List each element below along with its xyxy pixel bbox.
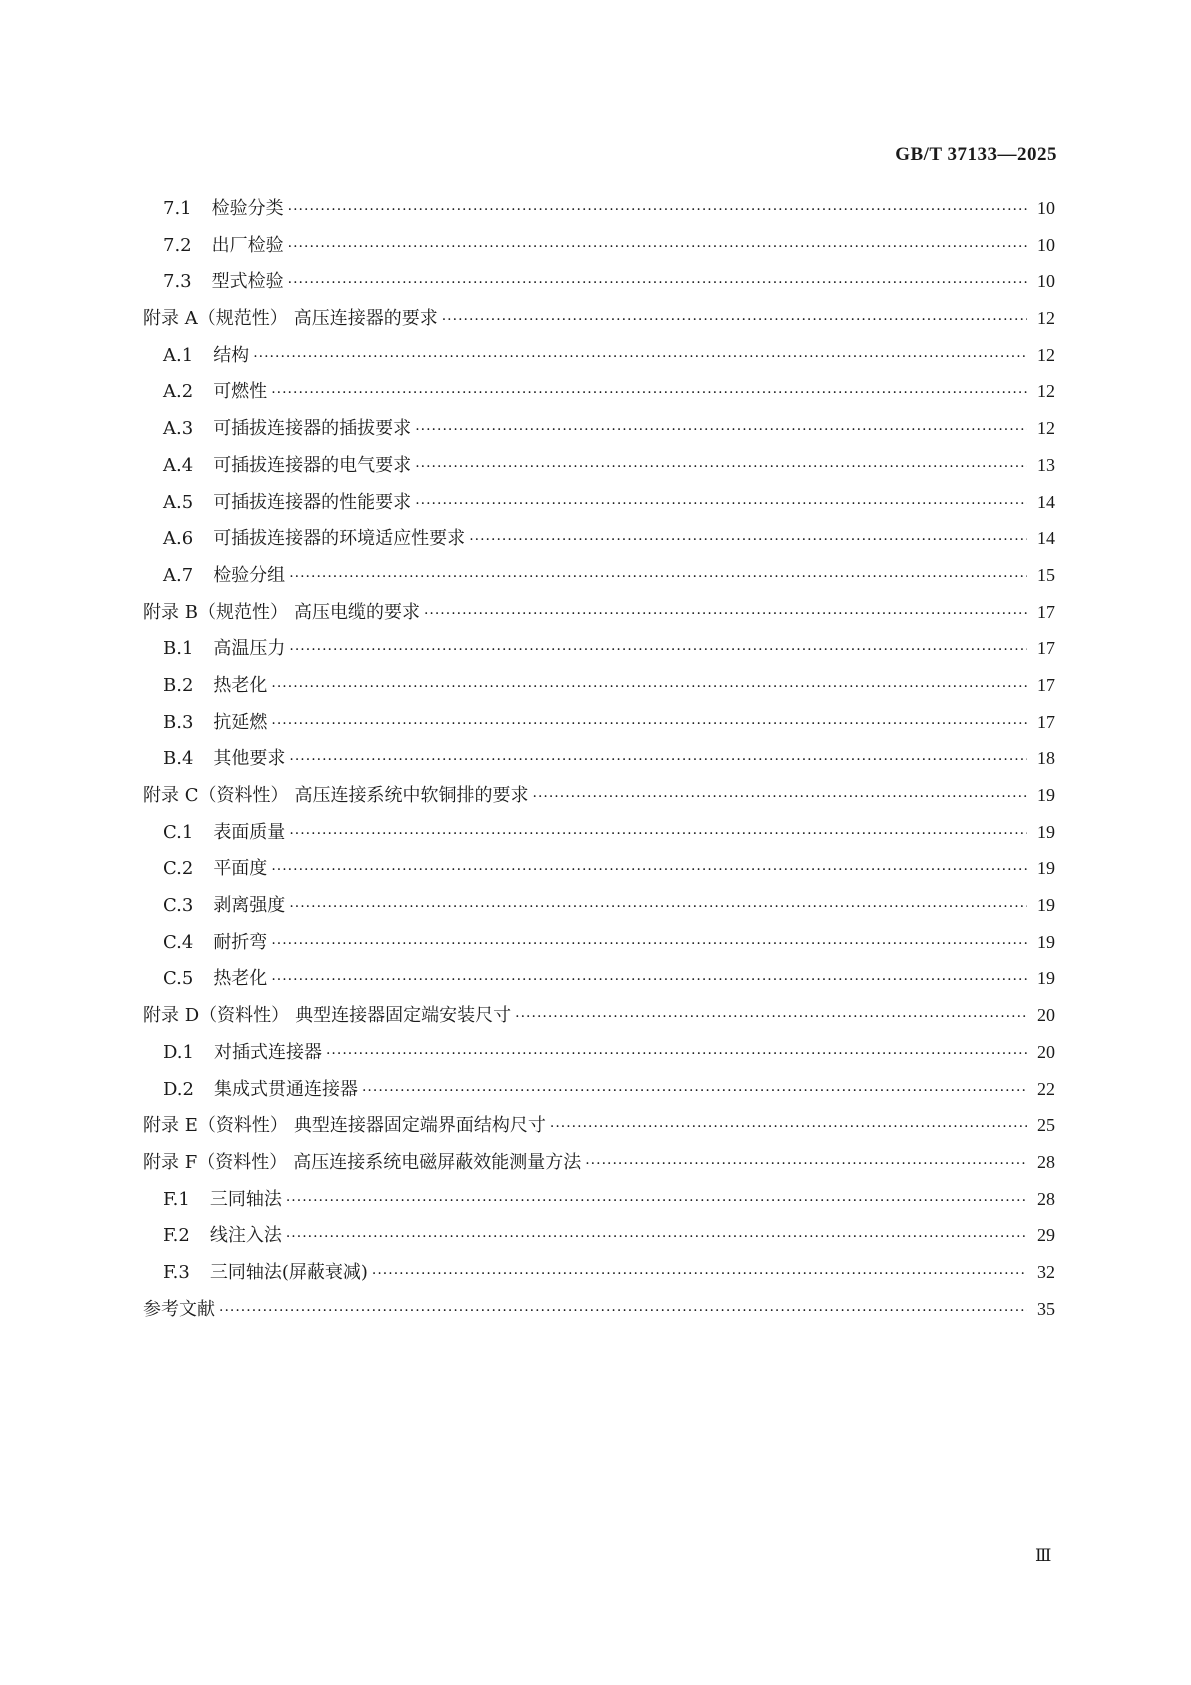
toc-entry-title: 线注入法 xyxy=(209,1225,282,1247)
table-of-contents xyxy=(143,190,1055,1327)
toc-dot-leader xyxy=(271,852,1027,889)
toc-entry[interactable] xyxy=(143,850,1055,887)
toc-entry-page: 10 xyxy=(1037,271,1055,292)
toc-entry-page: 32 xyxy=(1037,1261,1055,1282)
toc-entry-title: 高压电缆的要求 xyxy=(293,601,420,623)
toc-entry[interactable] xyxy=(143,704,1055,741)
toc-entry-title: 检验分类 xyxy=(211,198,284,219)
toc-entry-page: 29 xyxy=(1037,1225,1055,1246)
toc-entry-number: 附录 A（规范性） xyxy=(143,308,288,330)
toc-entry-number: A.7 xyxy=(163,564,194,586)
toc-entry-title: 可插拔连接器的插拔要求 xyxy=(213,418,412,440)
toc-entry-title: 抗延燃 xyxy=(213,711,268,733)
toc-entry-title: 典型连接器固定端安装尺寸 xyxy=(295,1005,512,1027)
toc-entry-title: 可插拔连接器的环境适应性要求 xyxy=(213,528,466,550)
toc-dot-leader xyxy=(271,669,1027,706)
toc-entry-page: 35 xyxy=(1037,1298,1055,1319)
toc-entry-title: 集成式贯通连接器 xyxy=(213,1078,358,1100)
toc-dot-leader xyxy=(288,192,1027,229)
toc-entry-title: 典型连接器固定端界面结构尺寸 xyxy=(293,1115,546,1137)
toc-entry-number: 附录 C（资料性） xyxy=(143,785,289,806)
toc-entry[interactable] xyxy=(143,1291,1055,1328)
toc-entry[interactable] xyxy=(143,484,1055,521)
toc-entry-title: 高温压力 xyxy=(213,638,286,660)
toc-entry-page: 18 xyxy=(1037,748,1055,769)
toc-entry-page: 19 xyxy=(1037,895,1055,916)
toc-dot-leader xyxy=(289,559,1027,596)
toc-dot-leader xyxy=(415,449,1027,486)
toc-entry-number: A.2 xyxy=(163,381,194,403)
toc-entry[interactable] xyxy=(143,960,1055,997)
toc-entry-number: C.1 xyxy=(163,821,194,843)
toc-dot-leader xyxy=(288,229,1027,266)
toc-entry-title: 出厂检验 xyxy=(211,234,284,256)
toc-entry[interactable] xyxy=(143,1034,1055,1071)
toc-entry-title: 平面度 xyxy=(213,858,268,880)
toc-entry-title: 热老化 xyxy=(213,674,268,696)
toc-entry-title: 高压连接系统电磁屏蔽效能测量方法 xyxy=(293,1151,582,1173)
toc-entry-number: 附录 F（资料性） xyxy=(143,1151,288,1173)
toc-entry-page: 17 xyxy=(1037,638,1055,659)
toc-entry-number: B.3 xyxy=(163,711,194,733)
toc-entry[interactable] xyxy=(143,594,1055,631)
toc-entry-title: 可插拔连接器的电气要求 xyxy=(213,454,412,476)
toc-entry[interactable] xyxy=(143,520,1055,557)
toc-entry-number: F.1 xyxy=(163,1188,190,1210)
toc-dot-leader xyxy=(424,596,1027,633)
toc-entry-number: C.5 xyxy=(163,968,194,990)
standard-code: GB/T 37133—2025 xyxy=(895,144,1057,165)
toc-entry-page: 13 xyxy=(1037,454,1055,475)
toc-entry[interactable] xyxy=(143,227,1055,264)
toc-entry-number: 7.1 xyxy=(163,198,192,219)
toc-entry-page: 20 xyxy=(1037,1005,1055,1026)
toc-dot-leader xyxy=(219,1293,1027,1330)
toc-dot-leader xyxy=(372,1256,1027,1293)
toc-entry[interactable] xyxy=(143,1217,1055,1254)
toc-entry-number: C.4 xyxy=(163,931,194,953)
toc-entry-title: 高压连接器的要求 xyxy=(293,308,438,330)
toc-entry-title: 三同轴法 xyxy=(209,1188,282,1210)
toc-entry-page: 19 xyxy=(1037,858,1055,879)
toc-entry[interactable] xyxy=(143,814,1055,851)
toc-entry-page: 19 xyxy=(1037,968,1055,989)
toc-entry[interactable] xyxy=(143,447,1055,484)
toc-dot-leader xyxy=(533,779,1028,816)
toc-dot-leader xyxy=(515,999,1027,1036)
toc-entry-page: 14 xyxy=(1037,491,1055,512)
toc-entry[interactable] xyxy=(143,630,1055,667)
toc-dot-leader xyxy=(326,1036,1027,1073)
toc-dot-leader xyxy=(585,1146,1027,1183)
toc-entry[interactable] xyxy=(143,263,1055,300)
toc-entry-number: D.1 xyxy=(163,1041,194,1063)
toc-dot-leader xyxy=(289,889,1027,926)
toc-entry-number: B.1 xyxy=(163,638,194,660)
toc-entry-number: B.4 xyxy=(163,748,194,770)
toc-entry-page: 10 xyxy=(1037,198,1055,218)
footer-page-number: Ⅲ xyxy=(1035,1546,1052,1565)
toc-entry-number: 附录 E（资料性） xyxy=(143,1115,288,1137)
toc-entry[interactable] xyxy=(143,1144,1055,1181)
toc-entry-number: A.4 xyxy=(163,454,194,476)
toc-dot-leader xyxy=(288,265,1027,302)
toc-entry-number: 7.2 xyxy=(163,234,192,256)
toc-entry[interactable] xyxy=(143,667,1055,704)
toc-entry-title: 高压连接系统中软铜排的要求 xyxy=(294,785,529,806)
toc-entry-title: 其他要求 xyxy=(213,748,286,770)
toc-entry-number: 7.3 xyxy=(163,271,192,293)
toc-entry-title: 剥离强度 xyxy=(213,895,286,917)
toc-entry-number: A.3 xyxy=(163,418,194,440)
toc-dot-leader xyxy=(415,486,1027,523)
toc-dot-leader xyxy=(271,375,1027,412)
toc-dot-leader xyxy=(550,1109,1027,1146)
toc-entry[interactable] xyxy=(143,997,1055,1034)
toc-entry-title: 可插拔连接器的性能要求 xyxy=(213,491,412,513)
toc-entry[interactable] xyxy=(143,300,1055,337)
toc-entry[interactable] xyxy=(143,373,1055,410)
toc-entry-number: C.3 xyxy=(163,895,194,917)
toc-dot-leader xyxy=(289,742,1027,779)
toc-entry-title: 热老化 xyxy=(213,968,268,990)
toc-entry[interactable] xyxy=(143,924,1055,961)
toc-entry[interactable] xyxy=(143,740,1055,777)
toc-entry-page: 12 xyxy=(1037,308,1055,329)
toc-entry[interactable] xyxy=(143,1254,1055,1291)
toc-entry-page: 20 xyxy=(1037,1041,1055,1062)
toc-entry-page: 10 xyxy=(1037,234,1055,255)
toc-entry[interactable] xyxy=(143,777,1055,814)
toc-entry-page: 22 xyxy=(1037,1078,1055,1099)
toc-entry[interactable] xyxy=(143,410,1055,447)
toc-entry-page: 17 xyxy=(1037,674,1055,695)
toc-entry[interactable] xyxy=(143,337,1055,374)
toc-entry[interactable] xyxy=(143,1181,1055,1218)
toc-dot-leader xyxy=(415,412,1027,449)
toc-entry-title: 型式检验 xyxy=(211,271,284,293)
toc-entry-page: 25 xyxy=(1037,1115,1055,1136)
toc-dot-leader xyxy=(286,1219,1027,1256)
toc-entry[interactable] xyxy=(143,557,1055,594)
toc-entry-number: A.1 xyxy=(163,344,194,366)
toc-dot-leader xyxy=(469,522,1027,559)
toc-dot-leader xyxy=(271,706,1027,743)
toc-dot-leader xyxy=(442,302,1027,339)
toc-entry[interactable] xyxy=(143,190,1055,227)
toc-entry-title: 结构 xyxy=(213,344,250,366)
toc-entry-title: 对插式连接器 xyxy=(213,1041,322,1063)
toc-entry[interactable] xyxy=(143,887,1055,924)
toc-dot-leader xyxy=(271,962,1027,999)
toc-entry[interactable] xyxy=(143,1107,1055,1144)
toc-entry-page: 19 xyxy=(1037,785,1055,805)
toc-entry-title: 可燃性 xyxy=(213,381,268,403)
toc-dot-leader xyxy=(286,1183,1027,1220)
toc-entry-page: 12 xyxy=(1037,418,1055,439)
toc-dot-leader xyxy=(289,632,1027,669)
toc-dot-leader xyxy=(362,1073,1027,1110)
toc-dot-leader xyxy=(289,816,1027,853)
toc-entry[interactable] xyxy=(143,1071,1055,1108)
toc-entry-title: 表面质量 xyxy=(213,821,286,843)
toc-entry-number: C.2 xyxy=(163,858,194,880)
toc-entry-page: 28 xyxy=(1037,1188,1055,1209)
toc-dot-leader xyxy=(253,339,1027,376)
toc-entry-page: 17 xyxy=(1037,601,1055,622)
toc-entry-page: 28 xyxy=(1037,1151,1055,1172)
toc-entry-page: 19 xyxy=(1037,931,1055,952)
toc-entry-number: 附录 D（资料性） xyxy=(143,1005,290,1027)
toc-entry-page: 12 xyxy=(1037,381,1055,402)
toc-entry-page: 14 xyxy=(1037,528,1055,549)
toc-entry-page: 19 xyxy=(1037,821,1055,842)
toc-entry-number: A.6 xyxy=(163,528,194,550)
toc-entry-number: 附录 B（规范性） xyxy=(143,601,288,623)
toc-entry-number: F.3 xyxy=(163,1261,190,1283)
toc-entry-number: D.2 xyxy=(163,1078,194,1100)
toc-dot-leader xyxy=(271,926,1027,963)
toc-entry-number: F.2 xyxy=(163,1225,190,1247)
toc-entry-title: 检验分组 xyxy=(213,564,286,586)
toc-entry-title: 三同轴法(屏蔽衰减) xyxy=(209,1261,368,1283)
toc-entry-number: B.2 xyxy=(163,674,194,696)
toc-entry-title: 参考文献 xyxy=(143,1298,215,1320)
toc-entry-page: 12 xyxy=(1037,344,1055,365)
toc-entry-page: 15 xyxy=(1037,564,1055,585)
toc-entry-number: A.5 xyxy=(163,491,194,513)
toc-entry-page: 17 xyxy=(1037,711,1055,732)
toc-entry-title: 耐折弯 xyxy=(213,931,268,953)
